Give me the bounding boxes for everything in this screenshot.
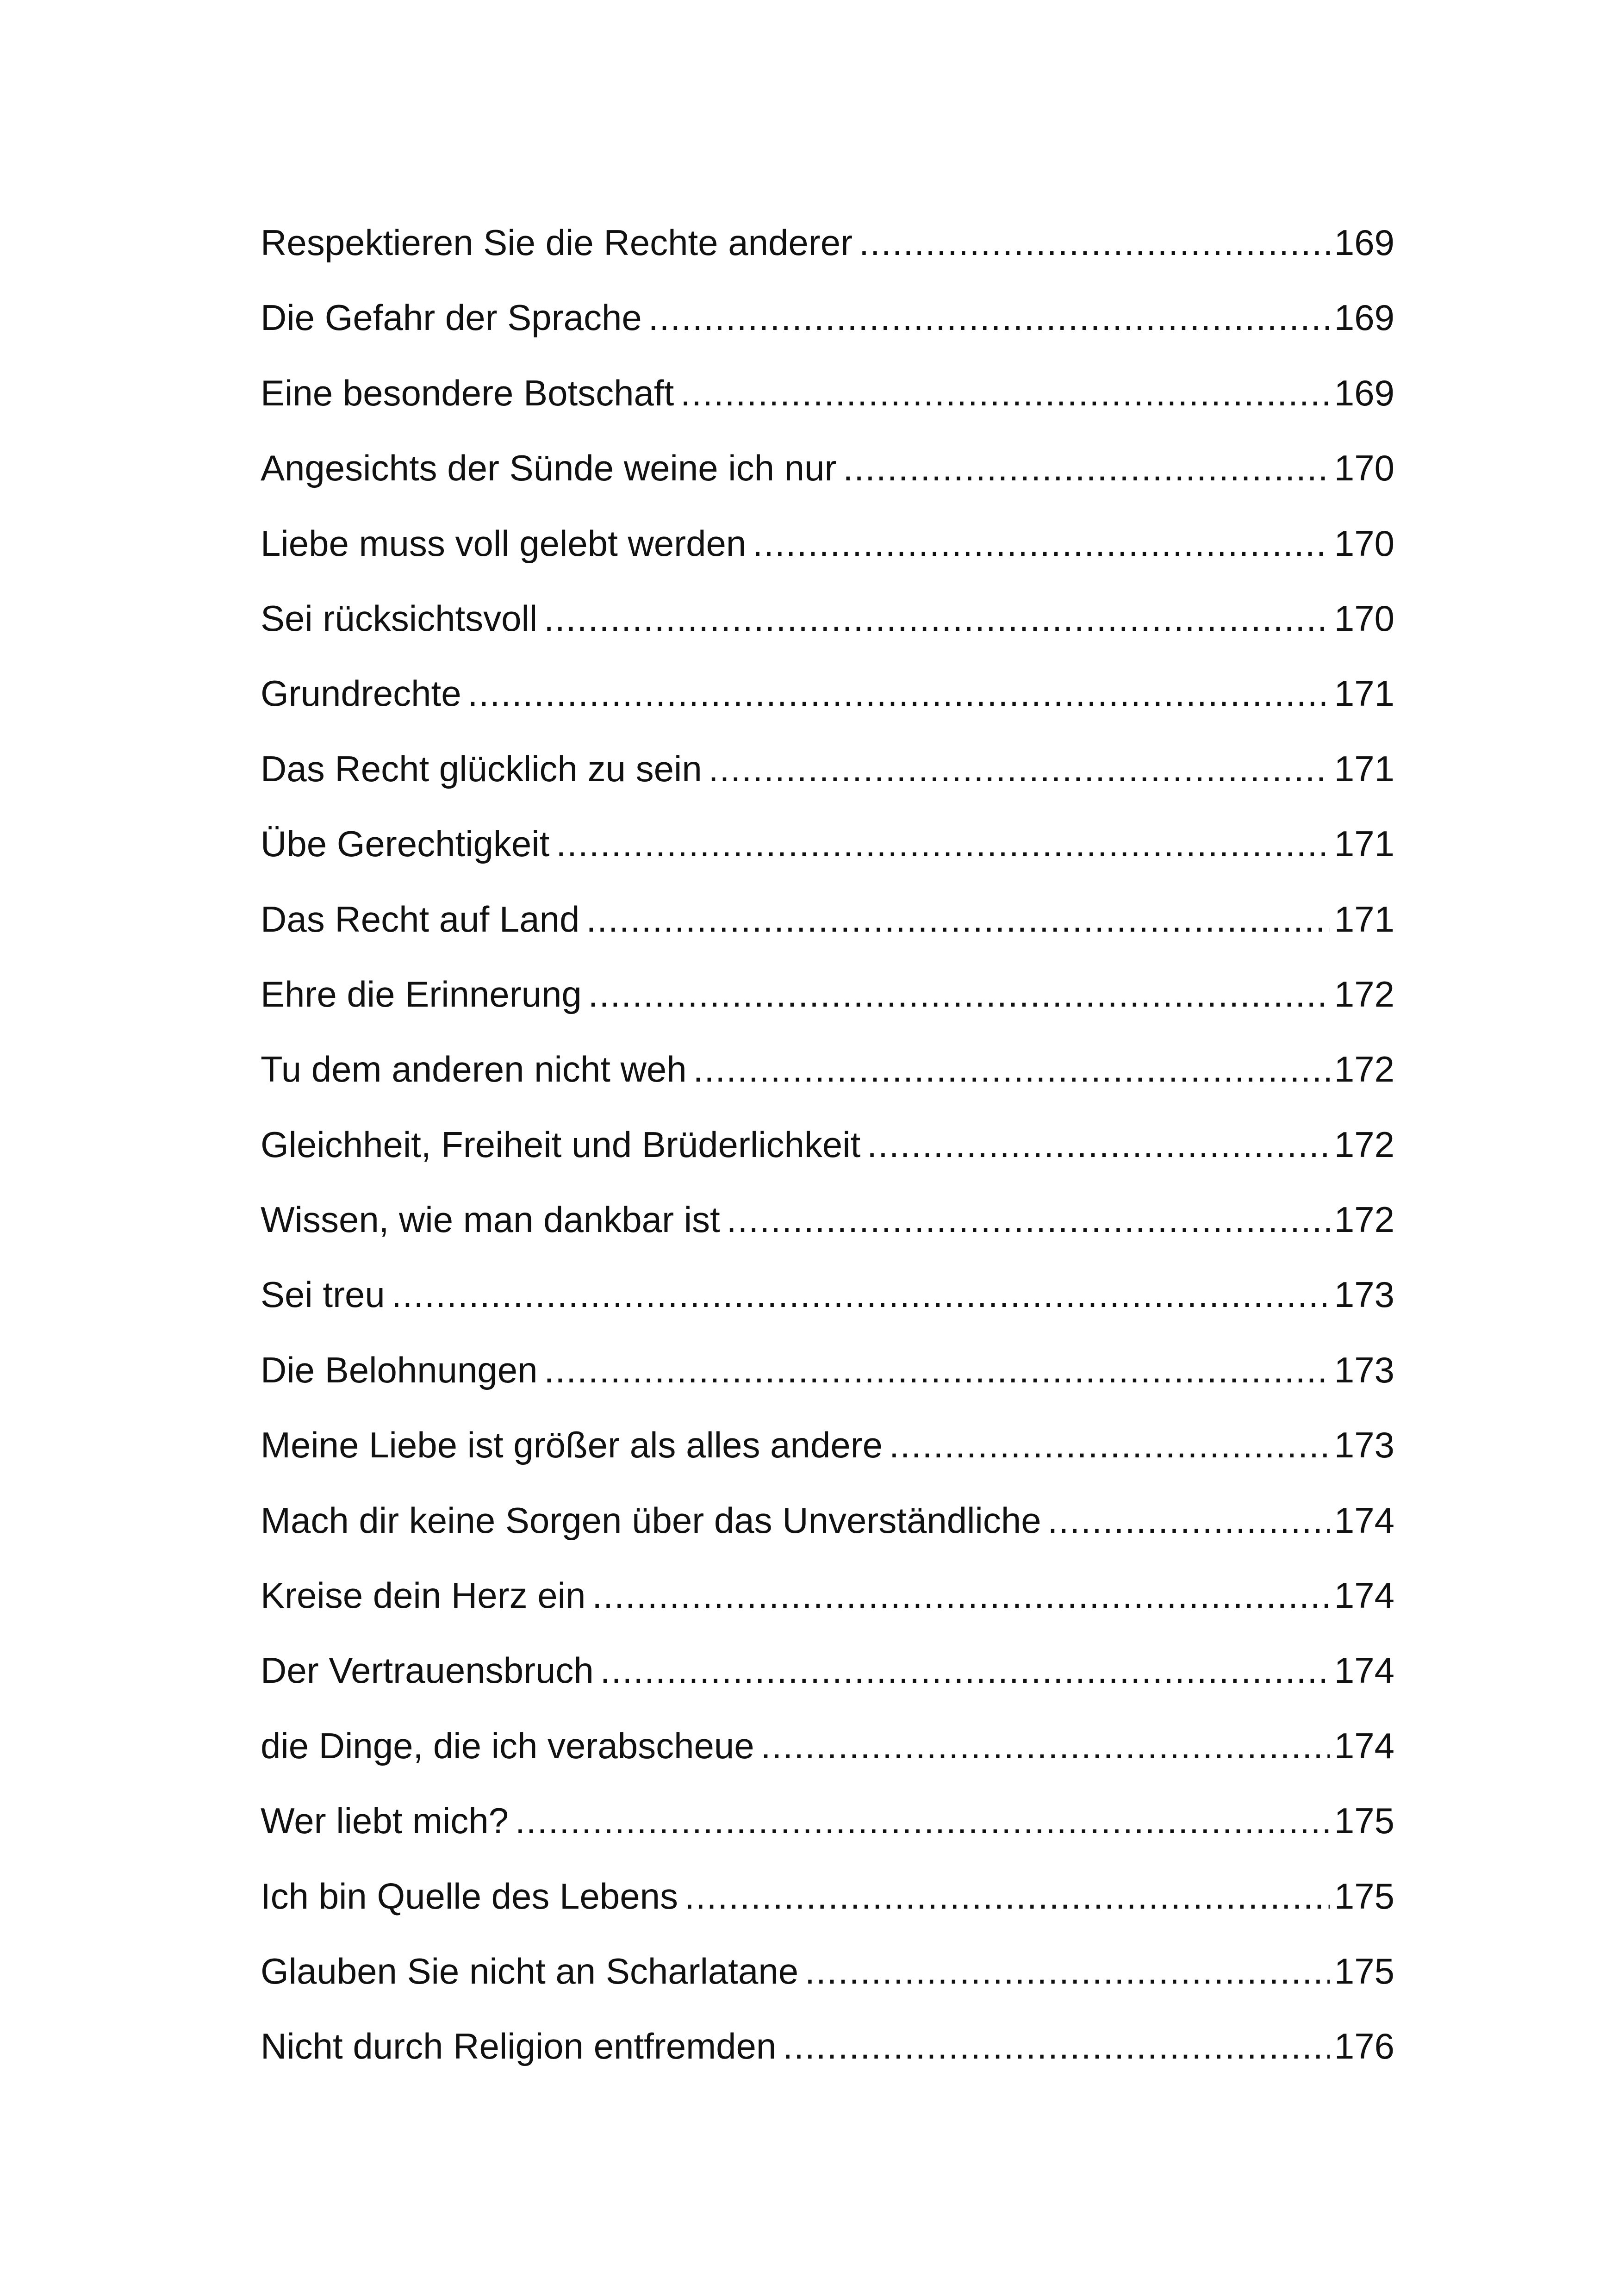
toc-entry[interactable] [261, 218, 1394, 292]
toc-entry-page-number: 169 [1334, 297, 1394, 338]
toc-entry[interactable] [261, 894, 1394, 969]
toc-entry-title: Nicht durch Religion entfremden [261, 2026, 777, 2067]
dot-leader [680, 368, 1330, 418]
dot-leader [468, 668, 1330, 718]
toc-entry-title: Wissen, wie man dankbar ist [261, 1199, 720, 1240]
toc-entry-title: Das Recht glücklich zu sein [261, 748, 702, 789]
toc-entry-page-number: 171 [1334, 823, 1394, 865]
toc-entry-page-number: 172 [1334, 973, 1394, 1014]
toc-entry[interactable] [261, 1420, 1394, 1495]
dot-leader [843, 443, 1329, 493]
toc-entry[interactable] [261, 1495, 1394, 1570]
dot-leader [859, 218, 1330, 268]
toc-entry[interactable] [261, 443, 1394, 518]
toc-entry[interactable] [261, 744, 1394, 819]
dot-leader [515, 1796, 1330, 1846]
toc-entry[interactable] [261, 593, 1394, 668]
toc-entry-title: Der Vertrauensbruch [261, 1650, 594, 1691]
toc-entry[interactable] [261, 368, 1394, 443]
toc-entry-title: Übe Gerechtigkeit [261, 823, 550, 865]
dot-leader [544, 1345, 1329, 1395]
toc-entry[interactable] [261, 1871, 1394, 1946]
toc-entry-page-number: 174 [1334, 1500, 1394, 1541]
dot-leader [753, 518, 1330, 568]
toc-entry-page-number: 175 [1334, 1800, 1394, 1842]
toc-entry-page-number: 175 [1334, 1950, 1394, 1991]
toc-entry-page-number: 173 [1334, 1274, 1394, 1315]
dot-leader [648, 292, 1330, 342]
toc-entry[interactable] [261, 1269, 1394, 1344]
toc-entry-title: Die Gefahr der Sprache [261, 297, 642, 338]
toc-entry[interactable] [261, 518, 1394, 593]
toc-entry[interactable] [261, 1345, 1394, 1420]
toc-entry-title: Die Belohnungen [261, 1349, 538, 1390]
toc-entry[interactable] [261, 2021, 1394, 2096]
table-of-contents [261, 218, 1394, 2097]
dot-leader [727, 1195, 1330, 1244]
dot-leader [685, 1871, 1330, 1921]
toc-entry[interactable] [261, 1570, 1394, 1645]
toc-entry-page-number: 173 [1334, 1425, 1394, 1466]
toc-entry-title: Respektieren Sie die Rechte anderer [261, 222, 853, 263]
toc-entry-page-number: 172 [1334, 1199, 1394, 1240]
toc-entry[interactable] [261, 1645, 1394, 1720]
dot-leader [586, 894, 1329, 944]
toc-entry-title: Ich bin Quelle des Lebens [261, 1875, 678, 1916]
toc-entry[interactable] [261, 1946, 1394, 2021]
toc-entry[interactable] [261, 1721, 1394, 1796]
toc-entry-page-number: 171 [1334, 673, 1394, 714]
toc-entry-page-number: 173 [1334, 1349, 1394, 1390]
toc-entry-page-number: 172 [1334, 1124, 1394, 1165]
toc-entry-title: Meine Liebe ist größer als alles andere [261, 1425, 883, 1466]
toc-entry-title: Angesichts der Sünde weine ich nur [261, 448, 837, 489]
toc-entry-page-number: 174 [1334, 1725, 1394, 1766]
toc-entry-title: Wer liebt mich? [261, 1800, 509, 1842]
toc-entry-page-number: 170 [1334, 597, 1394, 639]
toc-entry-page-number: 169 [1334, 372, 1394, 413]
dot-leader [600, 1645, 1330, 1695]
dot-leader [588, 969, 1330, 1019]
toc-entry-title: Das Recht auf Land [261, 898, 580, 940]
toc-entry-title: die Dinge, die ich verabscheue [261, 1725, 754, 1766]
toc-entry-page-number: 170 [1334, 523, 1394, 564]
toc-entry[interactable] [261, 1120, 1394, 1195]
toc-entry-title: Mach dir keine Sorgen über das Unverständliche [261, 1500, 1041, 1541]
toc-entry-page-number: 172 [1334, 1049, 1394, 1090]
dot-leader [592, 1570, 1330, 1620]
dot-leader [1048, 1495, 1330, 1545]
toc-entry-title: Glauben Sie nicht an Scharlatane [261, 1950, 799, 1991]
toc-entry-title: Grundrechte [261, 673, 461, 714]
toc-entry[interactable] [261, 292, 1394, 367]
toc-entry-title: Gleichheit, Freiheit und Brüderlichkeit [261, 1124, 861, 1165]
toc-entry-title: Liebe muss voll gelebt werden [261, 523, 747, 564]
toc-entry-title: Sei rücksichtsvoll [261, 597, 538, 639]
toc-entry[interactable] [261, 1044, 1394, 1119]
dot-leader [556, 819, 1330, 869]
toc-entry-title: Sei treu [261, 1274, 385, 1315]
toc-entry-page-number: 171 [1334, 748, 1394, 789]
dot-leader [761, 1721, 1330, 1771]
toc-entry-page-number: 176 [1334, 2026, 1394, 2067]
toc-entry-page-number: 171 [1334, 898, 1394, 940]
toc-entry-title: Ehre die Erinnerung [261, 973, 582, 1014]
dot-leader [889, 1420, 1330, 1470]
dot-leader [392, 1269, 1330, 1319]
toc-entry[interactable] [261, 668, 1394, 743]
toc-entry-title: Tu dem anderen nicht weh [261, 1049, 687, 1090]
toc-entry-page-number: 169 [1334, 222, 1394, 263]
toc-entry[interactable] [261, 1195, 1394, 1269]
toc-entry[interactable] [261, 1796, 1394, 1871]
dot-leader [805, 1946, 1330, 1996]
dot-leader [693, 1044, 1330, 1094]
toc-entry-page-number: 170 [1334, 448, 1394, 489]
dot-leader [783, 2021, 1330, 2071]
dot-leader [544, 593, 1330, 643]
toc-entry-title: Eine besondere Botschaft [261, 372, 674, 413]
toc-entry-title: Kreise dein Herz ein [261, 1575, 586, 1616]
toc-entry-page-number: 174 [1334, 1575, 1394, 1616]
dot-leader [709, 744, 1330, 794]
toc-entry-page-number: 174 [1334, 1650, 1394, 1691]
toc-entry[interactable] [261, 819, 1394, 894]
toc-entry-page-number: 175 [1334, 1875, 1394, 1916]
toc-entry[interactable] [261, 969, 1394, 1044]
dot-leader [867, 1120, 1330, 1170]
